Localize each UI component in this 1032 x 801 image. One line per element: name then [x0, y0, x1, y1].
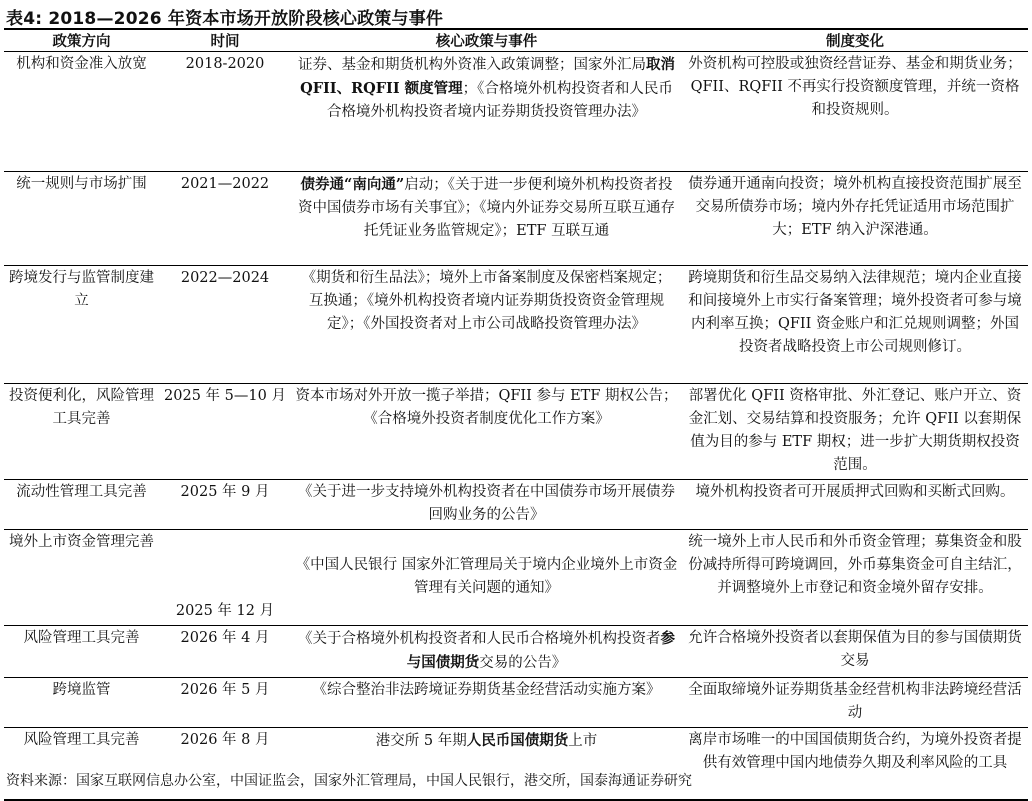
- cell-change: 允许合格境外投资者以套期保值为目的参与国债期货交易: [682, 626, 1028, 678]
- cell-time: 2025 年 9 月: [159, 480, 291, 530]
- cell-change: 全面取缔境外证券期货基金经营机构非法跨境经营活动: [682, 678, 1028, 728]
- cell-time: 2025 年 12 月: [159, 530, 291, 626]
- policy-text: 资本市场对外开放一揽子举措；QFII 参与 ETF 期权公告；《合格境外投资者制度优化工作方案》: [295, 388, 678, 427]
- cell-direction: 机构和资金准入放宽: [4, 52, 159, 172]
- cell-change: 统一境外上市人民币和外币资金管理；募集资金和股份减持所得可跨境调回，外币募集资金可自主结汇，并调整境外上市登记和资金境外留存安排。: [682, 530, 1028, 626]
- header-policy: 核心政策与事件: [291, 29, 682, 52]
- cell-time: 2026 年 8 月: [159, 728, 291, 800]
- table-row: [4, 678, 1028, 728]
- source-note: 资料来源：国家互联网信息办公室，中国证监会，国家外汇管理局，中国人民银行，港交所，国泰海通证券研究: [6, 773, 692, 789]
- table-body: [4, 52, 1028, 800]
- policy-text: 《关于进一步支持境外机构投资者在中国债券市场开展债券回购业务的公告》: [298, 484, 675, 523]
- cell-time: 2022—2024: [159, 266, 291, 384]
- policy-text: ；《合格境外机构投资者和人民币合格境外机构投资者境内证券期货投资管理办法》: [327, 81, 673, 120]
- cell-policy: [291, 626, 682, 678]
- policy-highlight: 人民币国债期货: [466, 732, 569, 749]
- cell-change: 离岸市场唯一的中国国债期货合约，为境外投资者提供有效管理中国内地债券久期及利率风险的工具: [682, 728, 1028, 800]
- table-row: [4, 172, 1028, 266]
- policy-table: [4, 28, 1028, 801]
- policy-text: 上市: [568, 733, 598, 749]
- cell-policy: [291, 172, 682, 266]
- cell-direction: 统一规则与市场扩围: [4, 172, 159, 266]
- cell-policy: [291, 678, 682, 728]
- cell-change: 外资机构可控股或独资经营证券、基金和期货业务；QFII、RQFII 不再实行投资额度管理，并统一资格和投资规则。: [682, 52, 1028, 172]
- cell-direction: 风险管理工具完善: [4, 728, 159, 800]
- table-row: [4, 266, 1028, 384]
- table-title: 表4: 2018—2026 年资本市场开放阶段核心政策与事件: [6, 9, 444, 29]
- policy-text: 《中国人民银行 国家外汇管理局关于境内企业境外上市资金管理有关问题的通知》: [295, 557, 678, 596]
- policy-highlight: 债券通“南向通”: [300, 176, 405, 193]
- table-row: [4, 480, 1028, 530]
- cell-policy: [291, 52, 682, 172]
- cell-direction: 跨境发行与监管制度建立: [4, 266, 159, 384]
- policy-text: 港交所 5 年期: [375, 733, 467, 749]
- cell-time: 2026 年 5 月: [159, 678, 291, 728]
- cell-time: 2018-2020: [159, 52, 291, 172]
- policy-text: 《关于合格境外机构投资者和人民币合格境外机构投资者: [298, 631, 661, 647]
- table-row: [4, 626, 1028, 678]
- cell-direction: 投资便利化，风险管理工具完善: [4, 384, 159, 480]
- cell-time: 2026 年 4 月: [159, 626, 291, 678]
- header-direction: 政策方向: [4, 29, 159, 52]
- cell-direction: 跨境监管: [4, 678, 159, 728]
- cell-direction: 境外上市资金管理完善: [4, 530, 159, 626]
- policy-text: 交易的公告》: [479, 655, 567, 671]
- policy-text: 《综合整治非法跨境证券期货基金经营活动实施方案》: [312, 682, 661, 698]
- cell-policy: [291, 480, 682, 530]
- table-row: [4, 52, 1028, 172]
- cell-policy: [291, 530, 682, 626]
- cell-time: 2025 年 5—10 月: [159, 384, 291, 480]
- cell-change: 债券通开通南向投资；境外机构直接投资范围扩展至交易所债券市场；境内外存托凭证适用市场范围扩大；ETF 纳入沪深港通。: [682, 172, 1028, 266]
- policy-highlight: 参与国债期货: [406, 630, 675, 671]
- cell-direction: 风险管理工具完善: [4, 626, 159, 678]
- policy-text: 启动；《关于进一步便利境外机构投资者投资中国债券市场有关事宜》；《境内外证券交易所互联互通存托凭证业务监管规定》；ETF 互联互通: [298, 177, 675, 239]
- header-change: 制度变化: [682, 29, 1028, 52]
- cell-direction: 流动性管理工具完善: [4, 480, 159, 530]
- cell-policy: [291, 384, 682, 480]
- table-row: [4, 530, 1028, 626]
- cell-change: 跨境期货和衍生品交易纳入法律规范；境内企业直接和间接境外上市实行备案管理；境外投资者可参与境内利率互换；QFII 资金账户和汇兑规则调整；外国投资者战略投资上市公司规则修订。: [682, 266, 1028, 384]
- cell-change: 境外机构投资者可开展质押式回购和买断式回购。: [682, 480, 1028, 530]
- cell-time: 2021—2022: [159, 172, 291, 266]
- policy-text: 证券、基金和期货机构外资准入政策调整；国家外汇局: [298, 57, 646, 73]
- cell-policy: [291, 266, 682, 384]
- policy-text: 《期货和衍生品法》；境外上市备案制度及保密档案规定；互换通；《境外机构投资者境内证券期货投资资金管理规定》；《外国投资者对上市公司战略投资管理办法》: [301, 270, 672, 332]
- header-row: [4, 29, 1028, 52]
- policy-highlight: 取消 QFII、RQFII 额度管理: [300, 56, 675, 97]
- table-row: [4, 384, 1028, 480]
- header-time: 时间: [159, 29, 291, 52]
- cell-change: 部署优化 QFII 资格审批、外汇登记、账户开立、资金汇划、交易结算和投资服务；允许 QFII 以套期保值为目的参与 ETF 期权；进一步扩大期货期权投资范围。: [682, 384, 1028, 480]
